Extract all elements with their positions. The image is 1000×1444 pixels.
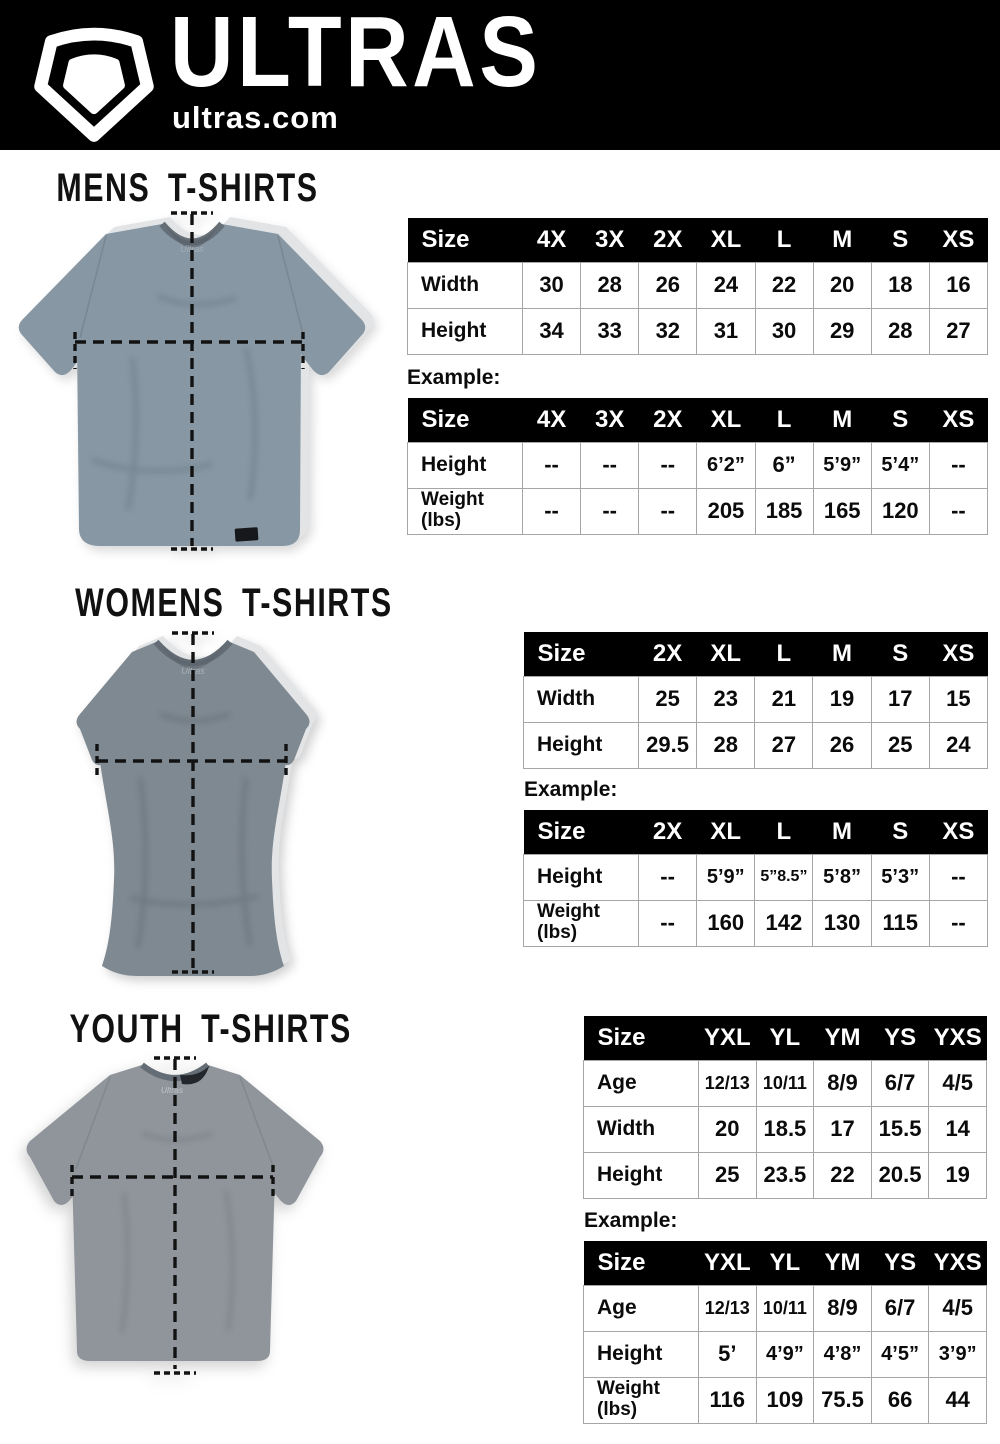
- size-header-YS: YS: [871, 1016, 929, 1060]
- size-header-2X: 2X: [639, 810, 697, 854]
- size-header-YL: YL: [756, 1241, 814, 1285]
- size-value: 17: [871, 676, 929, 722]
- size-value: 5’9”: [813, 442, 871, 488]
- size-header-YL: YL: [756, 1016, 814, 1060]
- site-url: ultras.com: [172, 100, 339, 135]
- row-label: Height: [408, 442, 523, 488]
- size-value: 26: [639, 262, 697, 308]
- womens-example-label: Example:: [524, 778, 618, 801]
- table-row: [584, 1377, 987, 1423]
- size-value: --: [639, 488, 697, 534]
- youth-size-table: [583, 1016, 987, 1199]
- size-header-YXS: YXS: [929, 1241, 987, 1285]
- size-value: --: [929, 442, 987, 488]
- size-value: --: [929, 854, 987, 900]
- size-value: 6’2”: [697, 442, 755, 488]
- size-value: --: [639, 442, 697, 488]
- womens-size-table: [523, 632, 988, 769]
- size-header-2X: 2X: [639, 218, 697, 262]
- size-value: 27: [929, 308, 987, 354]
- size-header-XS: XS: [929, 218, 987, 262]
- size-value: 18: [871, 262, 929, 308]
- collar-brand-label: Ultras: [181, 666, 205, 676]
- size-value: --: [523, 488, 581, 534]
- size-value: 4’5”: [871, 1331, 929, 1377]
- brand-wordmark: ULTRAS: [170, 0, 542, 108]
- size-value: 25: [871, 722, 929, 768]
- row-label: Age: [584, 1060, 699, 1106]
- size-value: 27: [755, 722, 813, 768]
- size-value: 109: [756, 1377, 814, 1423]
- row-label: Weight (lbs): [584, 1377, 699, 1423]
- size-value: 4/5: [929, 1285, 987, 1331]
- size-value: 160: [697, 900, 755, 946]
- size-header-XS: XS: [929, 398, 987, 442]
- table-row: [584, 1060, 987, 1106]
- size-value: 15.5: [871, 1106, 929, 1152]
- size-value: 28: [581, 262, 639, 308]
- size-col-label: Size: [584, 1016, 699, 1060]
- size-value: 15: [929, 676, 987, 722]
- row-label: Width: [584, 1106, 699, 1152]
- size-value: 17: [814, 1106, 872, 1152]
- size-value: 66: [871, 1377, 929, 1423]
- row-label: Weight (lbs): [408, 488, 523, 534]
- size-header-L: L: [755, 218, 813, 262]
- table-row: [408, 488, 988, 534]
- table-row: [524, 722, 988, 768]
- size-value: 26: [813, 722, 871, 768]
- size-value: 25: [699, 1152, 757, 1198]
- size-header-YXL: YXL: [699, 1241, 757, 1285]
- size-value: 12/13: [699, 1060, 757, 1106]
- row-label: Height: [408, 308, 523, 354]
- row-label: Age: [584, 1285, 699, 1331]
- mens-size-table: [407, 218, 988, 355]
- size-header-2X: 2X: [639, 398, 697, 442]
- size-value: 32: [639, 308, 697, 354]
- mens-shirt-image: [10, 208, 395, 558]
- row-label: Width: [524, 676, 639, 722]
- table-row: [584, 1106, 987, 1152]
- womens-section-title: WOMENS T-SHIRTS: [75, 581, 393, 625]
- size-value: 130: [813, 900, 871, 946]
- size-value: 8/9: [814, 1060, 872, 1106]
- size-header-YXL: YXL: [699, 1016, 757, 1060]
- size-value: 10/11: [756, 1060, 814, 1106]
- size-value: 4’8”: [814, 1331, 872, 1377]
- size-header-S: S: [871, 398, 929, 442]
- womens-example-table: [523, 810, 988, 947]
- size-value: 24: [697, 262, 755, 308]
- row-label: Height: [584, 1152, 699, 1198]
- size-value: 142: [755, 900, 813, 946]
- size-value: 20: [699, 1106, 757, 1152]
- size-header-XS: XS: [929, 810, 987, 854]
- size-value: 14: [929, 1106, 987, 1152]
- table-row: [584, 1152, 987, 1198]
- size-value: 34: [523, 308, 581, 354]
- size-header-4X: 4X: [523, 218, 581, 262]
- size-header-M: M: [813, 218, 871, 262]
- size-value: 6/7: [871, 1060, 929, 1106]
- size-value: 120: [871, 488, 929, 534]
- table-row: [408, 442, 988, 488]
- table-row: [408, 308, 988, 354]
- hem-tag: [235, 527, 259, 542]
- size-value: 29: [813, 308, 871, 354]
- collar-brand-label: Ultras: [180, 244, 204, 254]
- size-value: 205: [697, 488, 755, 534]
- size-value: 20: [813, 262, 871, 308]
- size-value: 5’: [699, 1331, 757, 1377]
- size-value: 6”: [755, 442, 813, 488]
- size-header-XL: XL: [697, 632, 755, 676]
- mens-section-title: MENS T-SHIRTS: [56, 166, 319, 210]
- size-header-L: L: [755, 398, 813, 442]
- size-col-label: Size: [584, 1241, 699, 1285]
- size-value: 21: [755, 676, 813, 722]
- size-col-label: Size: [524, 632, 639, 676]
- size-value: 75.5: [814, 1377, 872, 1423]
- size-value: 5’8”: [813, 854, 871, 900]
- size-value: 4/5: [929, 1060, 987, 1106]
- size-value: --: [929, 900, 987, 946]
- header-banner: [0, 0, 1000, 150]
- size-value: 20.5: [871, 1152, 929, 1198]
- youth-example-label: Example:: [584, 1209, 678, 1232]
- size-header-L: L: [755, 810, 813, 854]
- size-header-M: M: [813, 632, 871, 676]
- youth-example-table: [583, 1241, 987, 1424]
- size-value: 6/7: [871, 1285, 929, 1331]
- size-header-XL: XL: [697, 810, 755, 854]
- size-header-S: S: [871, 218, 929, 262]
- size-value: 22: [755, 262, 813, 308]
- size-value: --: [639, 900, 697, 946]
- womens-shirt-image: [40, 628, 350, 988]
- size-value: 165: [813, 488, 871, 534]
- size-value: 28: [697, 722, 755, 768]
- size-value: 16: [929, 262, 987, 308]
- row-label: Weight (lbs): [524, 900, 639, 946]
- table-row: [584, 1331, 987, 1377]
- size-value: 4’9”: [756, 1331, 814, 1377]
- size-header-YM: YM: [814, 1016, 872, 1060]
- size-col-label: Size: [524, 810, 639, 854]
- size-header-XS: XS: [929, 632, 987, 676]
- size-header-3X: 3X: [581, 398, 639, 442]
- size-value: --: [639, 854, 697, 900]
- size-value: 19: [929, 1152, 987, 1198]
- size-value: --: [581, 442, 639, 488]
- row-label: Height: [524, 854, 639, 900]
- size-header-4X: 4X: [523, 398, 581, 442]
- size-value: 3’9”: [929, 1331, 987, 1377]
- collar-brand-label: Ultras: [160, 1085, 184, 1095]
- table-row: [524, 676, 988, 722]
- size-value: 28: [871, 308, 929, 354]
- mens-example-label: Example:: [407, 366, 501, 389]
- size-value: 18.5: [756, 1106, 814, 1152]
- row-label: Height: [584, 1331, 699, 1377]
- table-row: [584, 1285, 987, 1331]
- size-header-YM: YM: [814, 1241, 872, 1285]
- size-value: 5’9”: [697, 854, 755, 900]
- size-value: 23: [697, 676, 755, 722]
- size-header-XL: XL: [697, 218, 755, 262]
- size-value: 116: [699, 1377, 757, 1423]
- size-value: --: [523, 442, 581, 488]
- table-row: [524, 900, 988, 946]
- youth-shirt-image: [12, 1053, 347, 1383]
- size-header-S: S: [871, 810, 929, 854]
- size-value: 12/13: [699, 1285, 757, 1331]
- youth-section-title: YOUTH T-SHIRTS: [69, 1007, 352, 1051]
- row-label: Width: [408, 262, 523, 308]
- size-header-M: M: [813, 810, 871, 854]
- size-value: 30: [523, 262, 581, 308]
- size-value: --: [581, 488, 639, 534]
- size-value: --: [929, 488, 987, 534]
- size-col-label: Size: [408, 218, 523, 262]
- size-header-2X: 2X: [639, 632, 697, 676]
- size-value: 115: [871, 900, 929, 946]
- size-value: 10/11: [756, 1285, 814, 1331]
- size-value: 29.5: [639, 722, 697, 768]
- size-value: 24: [929, 722, 987, 768]
- size-header-XL: XL: [697, 398, 755, 442]
- size-header-YXS: YXS: [929, 1016, 987, 1060]
- size-header-S: S: [871, 632, 929, 676]
- size-value: 25: [639, 676, 697, 722]
- table-row: [408, 262, 988, 308]
- size-col-label: Size: [408, 398, 523, 442]
- row-label: Height: [524, 722, 639, 768]
- size-value: 44: [929, 1377, 987, 1423]
- size-value: 8/9: [814, 1285, 872, 1331]
- size-value: 31: [697, 308, 755, 354]
- mens-example-table: [407, 398, 988, 535]
- size-header-M: M: [813, 398, 871, 442]
- size-value: 33: [581, 308, 639, 354]
- size-header-L: L: [755, 632, 813, 676]
- size-value: 30: [755, 308, 813, 354]
- size-value: 5’3”: [871, 854, 929, 900]
- size-value: 22: [814, 1152, 872, 1198]
- size-value: 5”8.5”: [755, 854, 813, 900]
- pentagon-shield-icon: [30, 16, 158, 144]
- size-value: 5’4”: [871, 442, 929, 488]
- size-value: 185: [755, 488, 813, 534]
- size-value: 23.5: [756, 1152, 814, 1198]
- size-header-3X: 3X: [581, 218, 639, 262]
- size-header-YS: YS: [871, 1241, 929, 1285]
- table-row: [524, 854, 988, 900]
- size-value: 19: [813, 676, 871, 722]
